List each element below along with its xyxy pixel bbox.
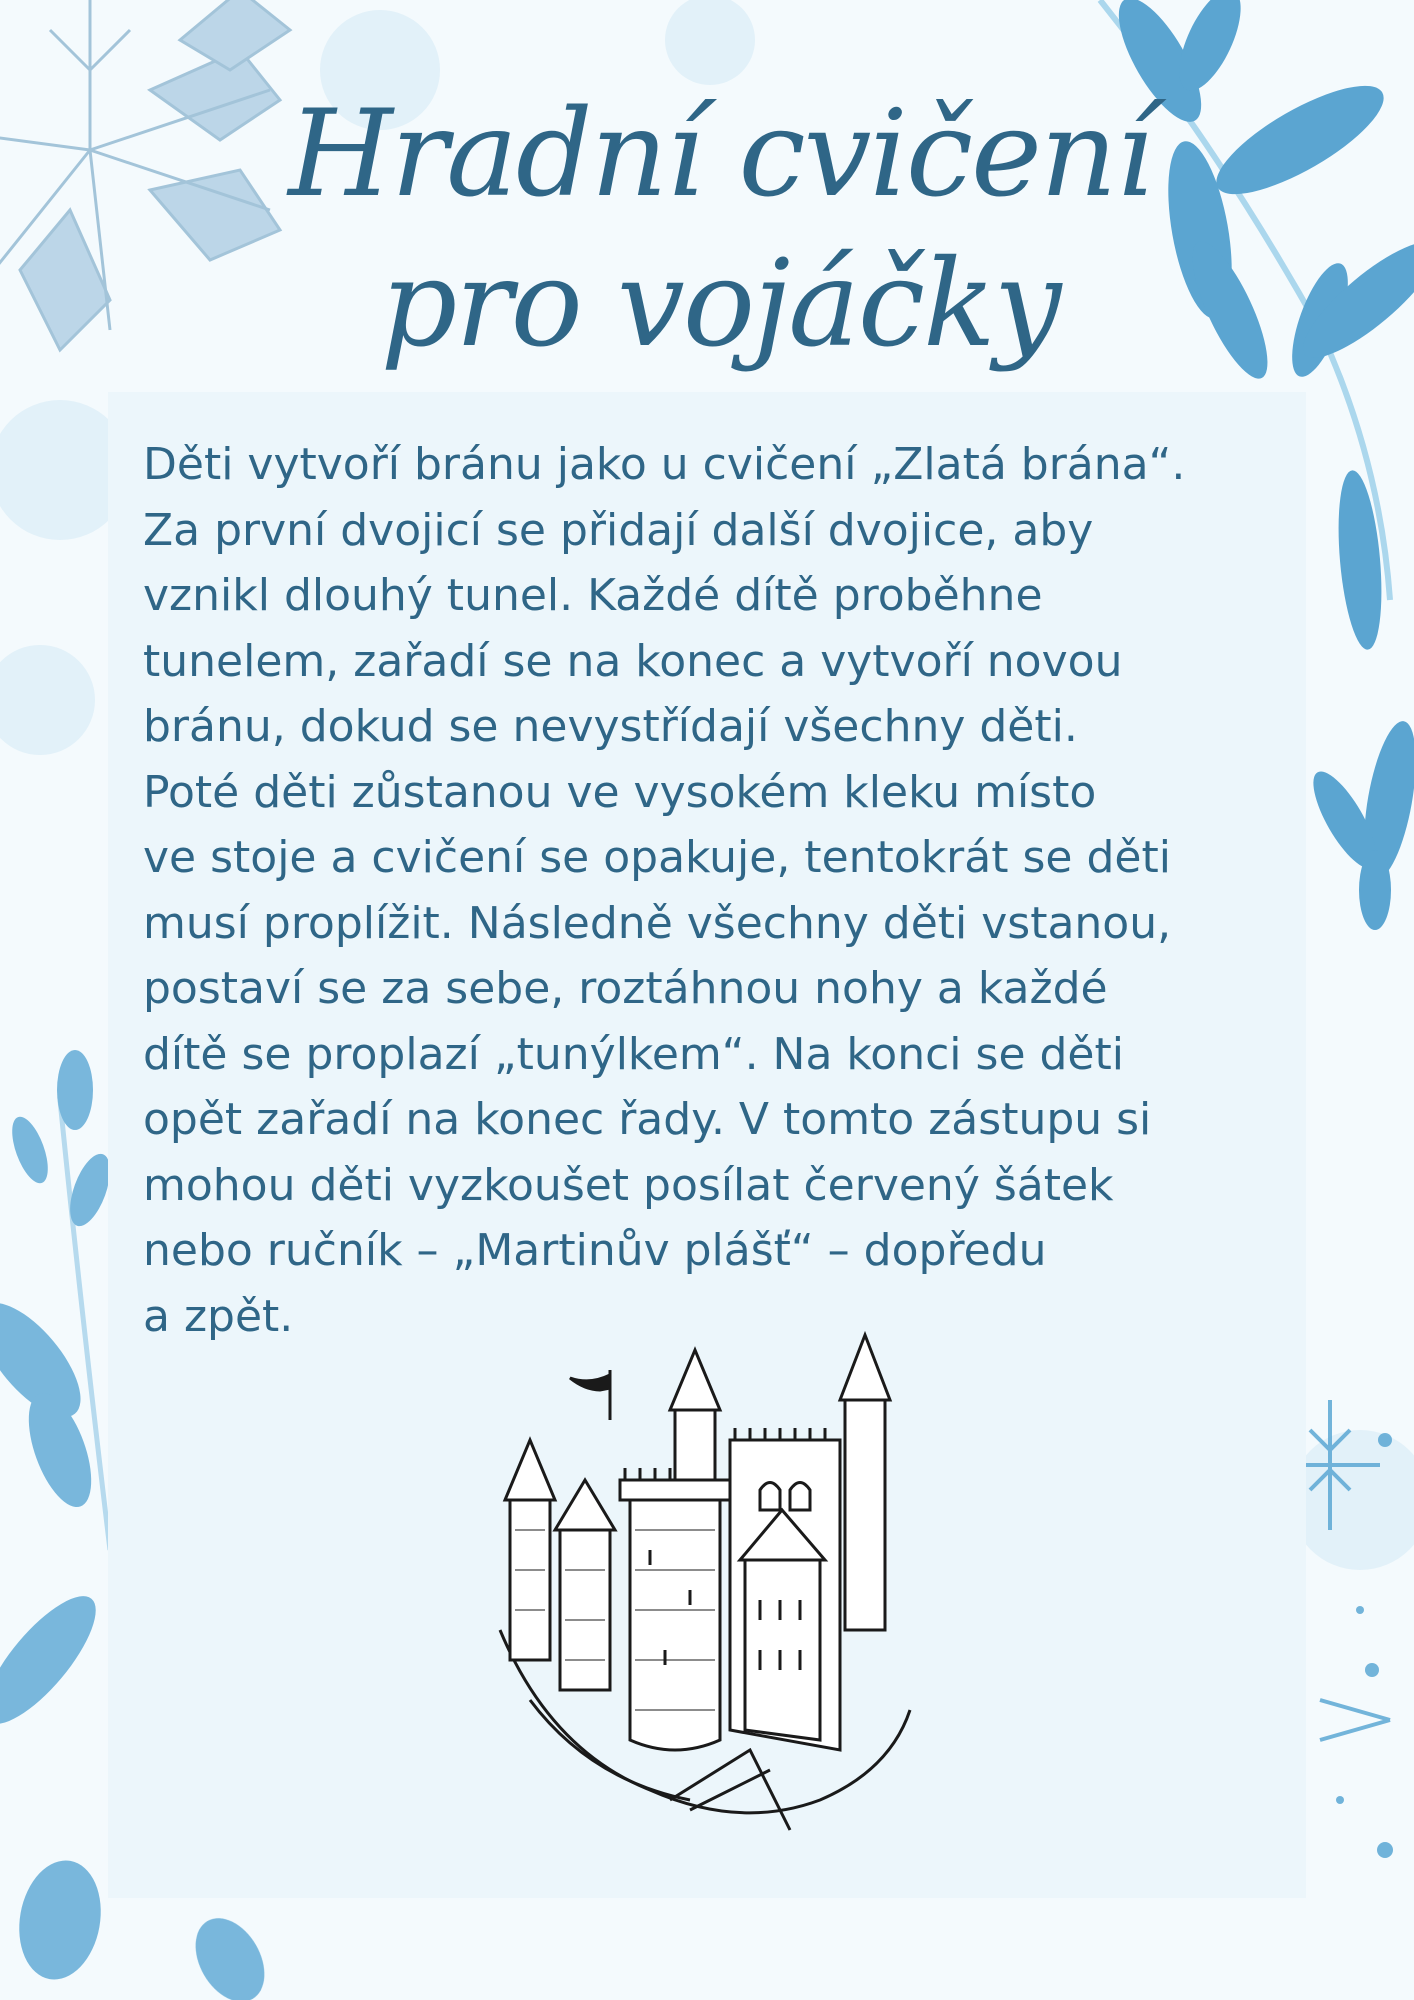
page-title <box>200 80 1240 380</box>
castle-illustration <box>490 1330 920 1850</box>
instructions-text: Děti vytvoří bránu jako u cvičení „Zlatá brána“. Za první dvojicí se přidají další dvojice, aby vznikl dlouhý tunel. Každé dítě proběhne tunelem, zařadí se na konec a vytvoří novou bránu, dokud se nevystřídají všechny děti. Poté děti zůstanou ve vysokém kleku místo ve stoje a cvičení se opakuje, tentokrát se děti musí proplížit. Následně všechny děti vstanou, postaví se za sebe, roztáhnou nohy a každé dítě se proplazí „tunýlkem“. Na konci se děti opět zařadí na konec řady. V tomto zástupu si mohou děti vyzkoušet posílat červený šátek nebo ručník – „Martinův plášť“ – dopředu a zpět. <box>143 439 1186 1342</box>
title-line-1: Hradní cvičení <box>288 85 1152 224</box>
title-line-2: pro vojáčky <box>380 235 1060 374</box>
